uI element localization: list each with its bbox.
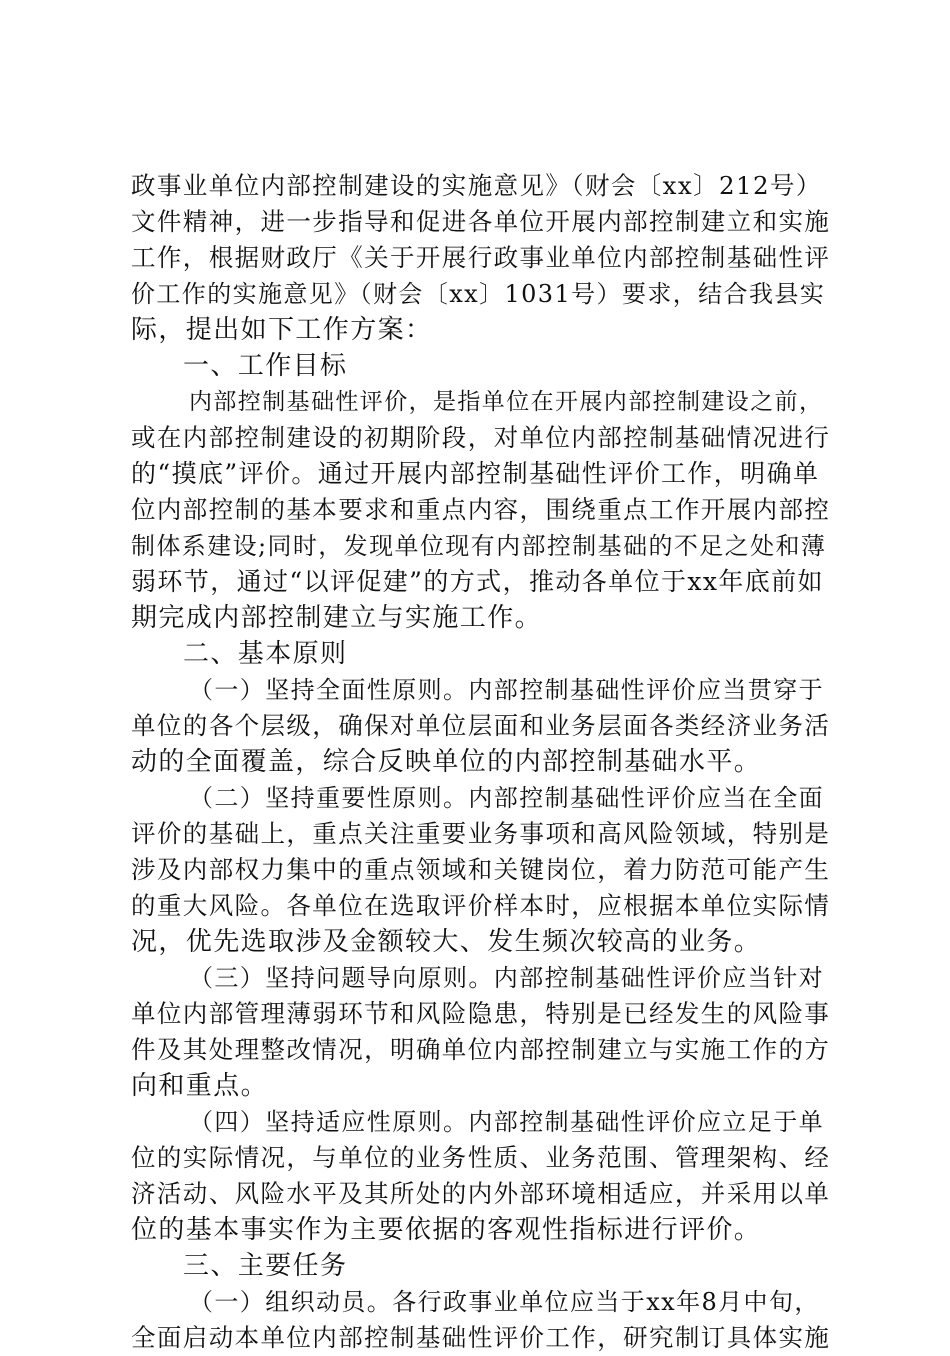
text-line: 制体系建设;同时，发现单位现有内部控制基础的不足之处和薄	[131, 532, 827, 560]
text-line: 工作，根据财政厅《关于开展行政事业单位内部控制基础性评	[131, 243, 831, 272]
text-line: 价工作的实施意见》（财会〔xx〕1031号）要求，结合我县实	[131, 280, 826, 308]
text-line: 单位内部管理薄弱环节和风险隐患，特别是已经发生的风险事	[131, 999, 831, 1028]
text-line: 期完成内部控制建立与实施工作。	[131, 603, 543, 633]
text-line: 向和重点。	[131, 1071, 269, 1101]
text-line: 涉及内部权力集中的重点领域和关键岗位，着力防范可能产生	[131, 855, 831, 884]
text-line: 弱环节，通过“以评促建”的方式，推动各单位于xx年底前如	[131, 567, 824, 596]
text-line: 或在内部控制建设的初期阶段，对单位内部控制基础情况进行	[131, 423, 831, 452]
text-line: 的“摸底”评价。通过开展内部控制基础性评价工作，明确单	[131, 459, 820, 488]
text-line: 的重大风险。各单位在选取评价样本时，应根据本单位实际情	[131, 891, 831, 920]
text-line: 况，优先选取涉及金额较大、发生频次较高的业务。	[131, 927, 762, 957]
text-line: （四）坚持适应性原则。内部控制基础性评价应立足于单	[189, 1108, 824, 1136]
text-line: 三、主要任务	[183, 1251, 348, 1281]
text-line: 评价的基础上，重点关注重要业务事项和高风险领域，特别是	[131, 819, 831, 848]
text-line: （三）坚持问题导向原则。内部控制基础性评价应当针对	[189, 964, 824, 992]
text-line: 位的基本事实作为主要依据的客观性指标进行评价。	[131, 1215, 762, 1245]
text-line: （二）坚持重要性原则。内部控制基础性评价应当在全面	[189, 784, 824, 812]
text-line: （一）组织动员。各行政事业单位应当于xx年8月中旬，	[189, 1288, 820, 1316]
text-line: 一、工作目标	[183, 351, 348, 381]
text-line: 济活动、风险水平及其所处的内外部环境相适应，并采用以单	[131, 1179, 831, 1208]
text-line: 内部控制基础性评价，是指单位在开展内部控制建设之前，	[189, 389, 824, 415]
text-line: 位内部控制的基本要求和重点内容，围绕重点工作开展内部控	[131, 495, 831, 524]
text-line: 全面启动本单位内部控制基础性评价工作，研究制订具体实施	[131, 1323, 831, 1352]
text-line: 二、基本原则	[183, 639, 348, 669]
text-line: 际，提出如下工作方案：	[131, 315, 433, 345]
text-line: （一）坚持全面性原则。内部控制基础性评价应当贯穿于	[189, 676, 824, 704]
text-line: 政事业单位内部控制建设的实施意见》（财会〔xx〕212号）	[131, 171, 822, 200]
text-line: 件及其处理整改情况，明确单位内部控制建立与实施工作的方	[131, 1035, 831, 1064]
text-line: 动的全面覆盖，综合反映单位的内部控制基础水平。	[131, 747, 762, 777]
document-body	[131, 168, 831, 1356]
text-line: 文件精神，进一步指导和促进各单位开展内部控制建立和实施	[131, 207, 831, 236]
text-line: 单位的各个层级，确保对单位层面和业务层面各类经济业务活	[131, 711, 831, 740]
text-line: 位的实际情况，与单位的业务性质、业务范围、管理架构、经	[131, 1143, 831, 1172]
